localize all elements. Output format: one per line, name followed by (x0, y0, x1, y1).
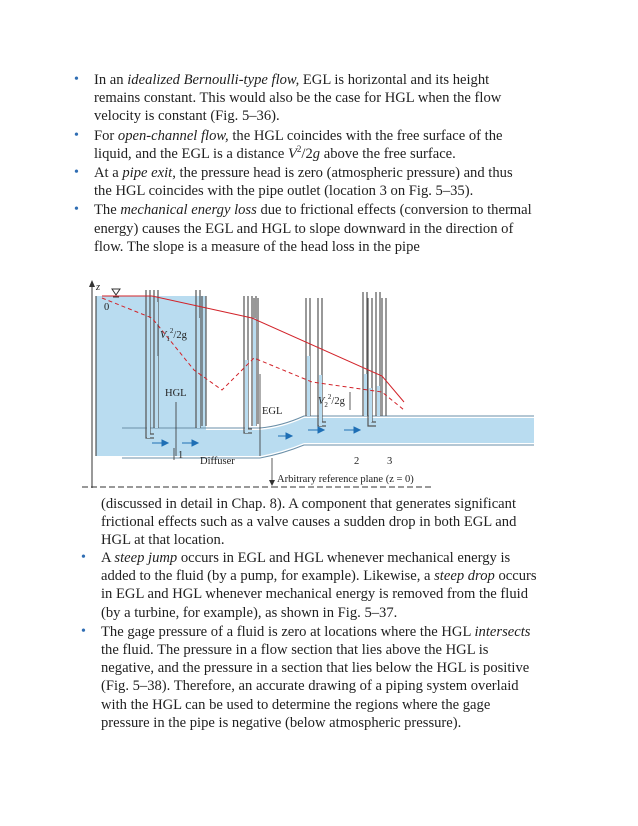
continuation-paragraph: (discussed in detail in Chap. 8). A component that generates significant frictional effects such as a valve causes a sudden drop in both EGL and HGL at that location. (101, 496, 517, 549)
bullet-text: /2 (301, 145, 313, 162)
bullet-text: For (94, 127, 118, 144)
egl-label: EGL (262, 406, 283, 417)
bullet-item (74, 71, 534, 126)
bullet-text: pipe exit, (122, 165, 176, 182)
free-surface-symbol (112, 289, 120, 295)
bullet-text: the pressure head is zero (atmospheric pressure) and thus the HGL coincides with the pipe outlet (location 3 on Fig. 5–35). (94, 165, 513, 200)
loc1-label: 1 (178, 450, 184, 461)
zero-label: 0 (104, 302, 110, 313)
bullet-item (74, 127, 534, 163)
z-axis-arrow (89, 280, 95, 287)
bullet-item (74, 164, 534, 200)
bullet-text: g (312, 145, 321, 162)
bullet-list-bottom (81, 549, 541, 733)
reference-plane-label: Arbitrary reference plane (z = 0) (277, 474, 414, 485)
bullet-text: intersects (474, 623, 531, 640)
bullet-text: The gage pressure of a fluid is zero at locations where the HGL (101, 623, 475, 640)
bullet-text: steep drop (434, 568, 495, 585)
bullet-list-top (74, 71, 534, 257)
bullet-dot-icon: • (74, 202, 79, 218)
bullet-text: occurs in EGL and HGL whenever mechanical energy is added to the fluid (by a pump, for example). Likewise, a (101, 550, 511, 585)
bullet-text: open-channel flow, (117, 127, 229, 144)
bullet-dot-icon: • (74, 72, 79, 87)
v2-label: $V_2^2/2g$ (318, 393, 345, 409)
bullet-text: occurs in EGL and HGL whenever mechanical energy is removed from the fluid (by a turbine, for example), as shown in Fig. 5–37. (101, 568, 537, 621)
bullet-text: V (288, 145, 297, 162)
bullet-text: mechanical energy loss (120, 202, 257, 219)
bullet-dot-icon: • (81, 550, 86, 565)
bullet-text: EGL is horizontal and its height remains constant. This would also be the case for HGL when the flow velocity is constant (Fig. 5–36). (94, 72, 502, 125)
loc3-label: 3 (387, 456, 393, 467)
bullet-text: the HGL coincides with the free surface of the liquid, and the EGL is a distance (94, 127, 503, 162)
bullet-text: above the free surface. (320, 145, 456, 162)
bullet-dot-icon: • (74, 127, 79, 143)
bullet-text: due to frictional effects (conversion to thermal energy) causes the EGL and HGL to slope downward in the direction of flow. The slope is a measure of the head loss in the pipe (94, 202, 532, 255)
reservoir-water (96, 296, 206, 456)
hgl-label: HGL (165, 388, 187, 399)
v1-label: $V_1^2/2g$ (160, 327, 187, 343)
bullet-text: the fluid. The pressure in a flow section that lies above the HGL is negative, and the pressure in a section that lies below the HGL is positive (Fig. 5–38). Therefore, an accurate drawing of a piping system overlaid with the HGL can be used to determine the regions where the gage pressure in the pipe is negative (below atmospheric pressure). (101, 642, 530, 731)
bullet-item (81, 623, 541, 732)
bullet-text: The (94, 202, 121, 219)
bullet-text: At a (94, 165, 123, 182)
bullet-item (74, 201, 534, 256)
bullet-text: steep jump (114, 550, 178, 566)
bullet-text: 2 (296, 143, 302, 154)
bullet-text: idealized Bernoulli-type flow, (127, 72, 300, 88)
bullet-text: A (101, 550, 115, 566)
reference-arrow-head (269, 480, 275, 486)
bullet-text: In an (94, 72, 128, 88)
loc2-label: 2 (354, 456, 360, 467)
bullet-item (81, 549, 541, 622)
bullet-dot-icon: • (81, 623, 86, 639)
z-axis-label: z (96, 282, 101, 293)
egl-hgl-figure (82, 278, 552, 493)
bullet-dot-icon: • (74, 165, 79, 181)
diffuser-label: Diffuser (200, 456, 235, 467)
